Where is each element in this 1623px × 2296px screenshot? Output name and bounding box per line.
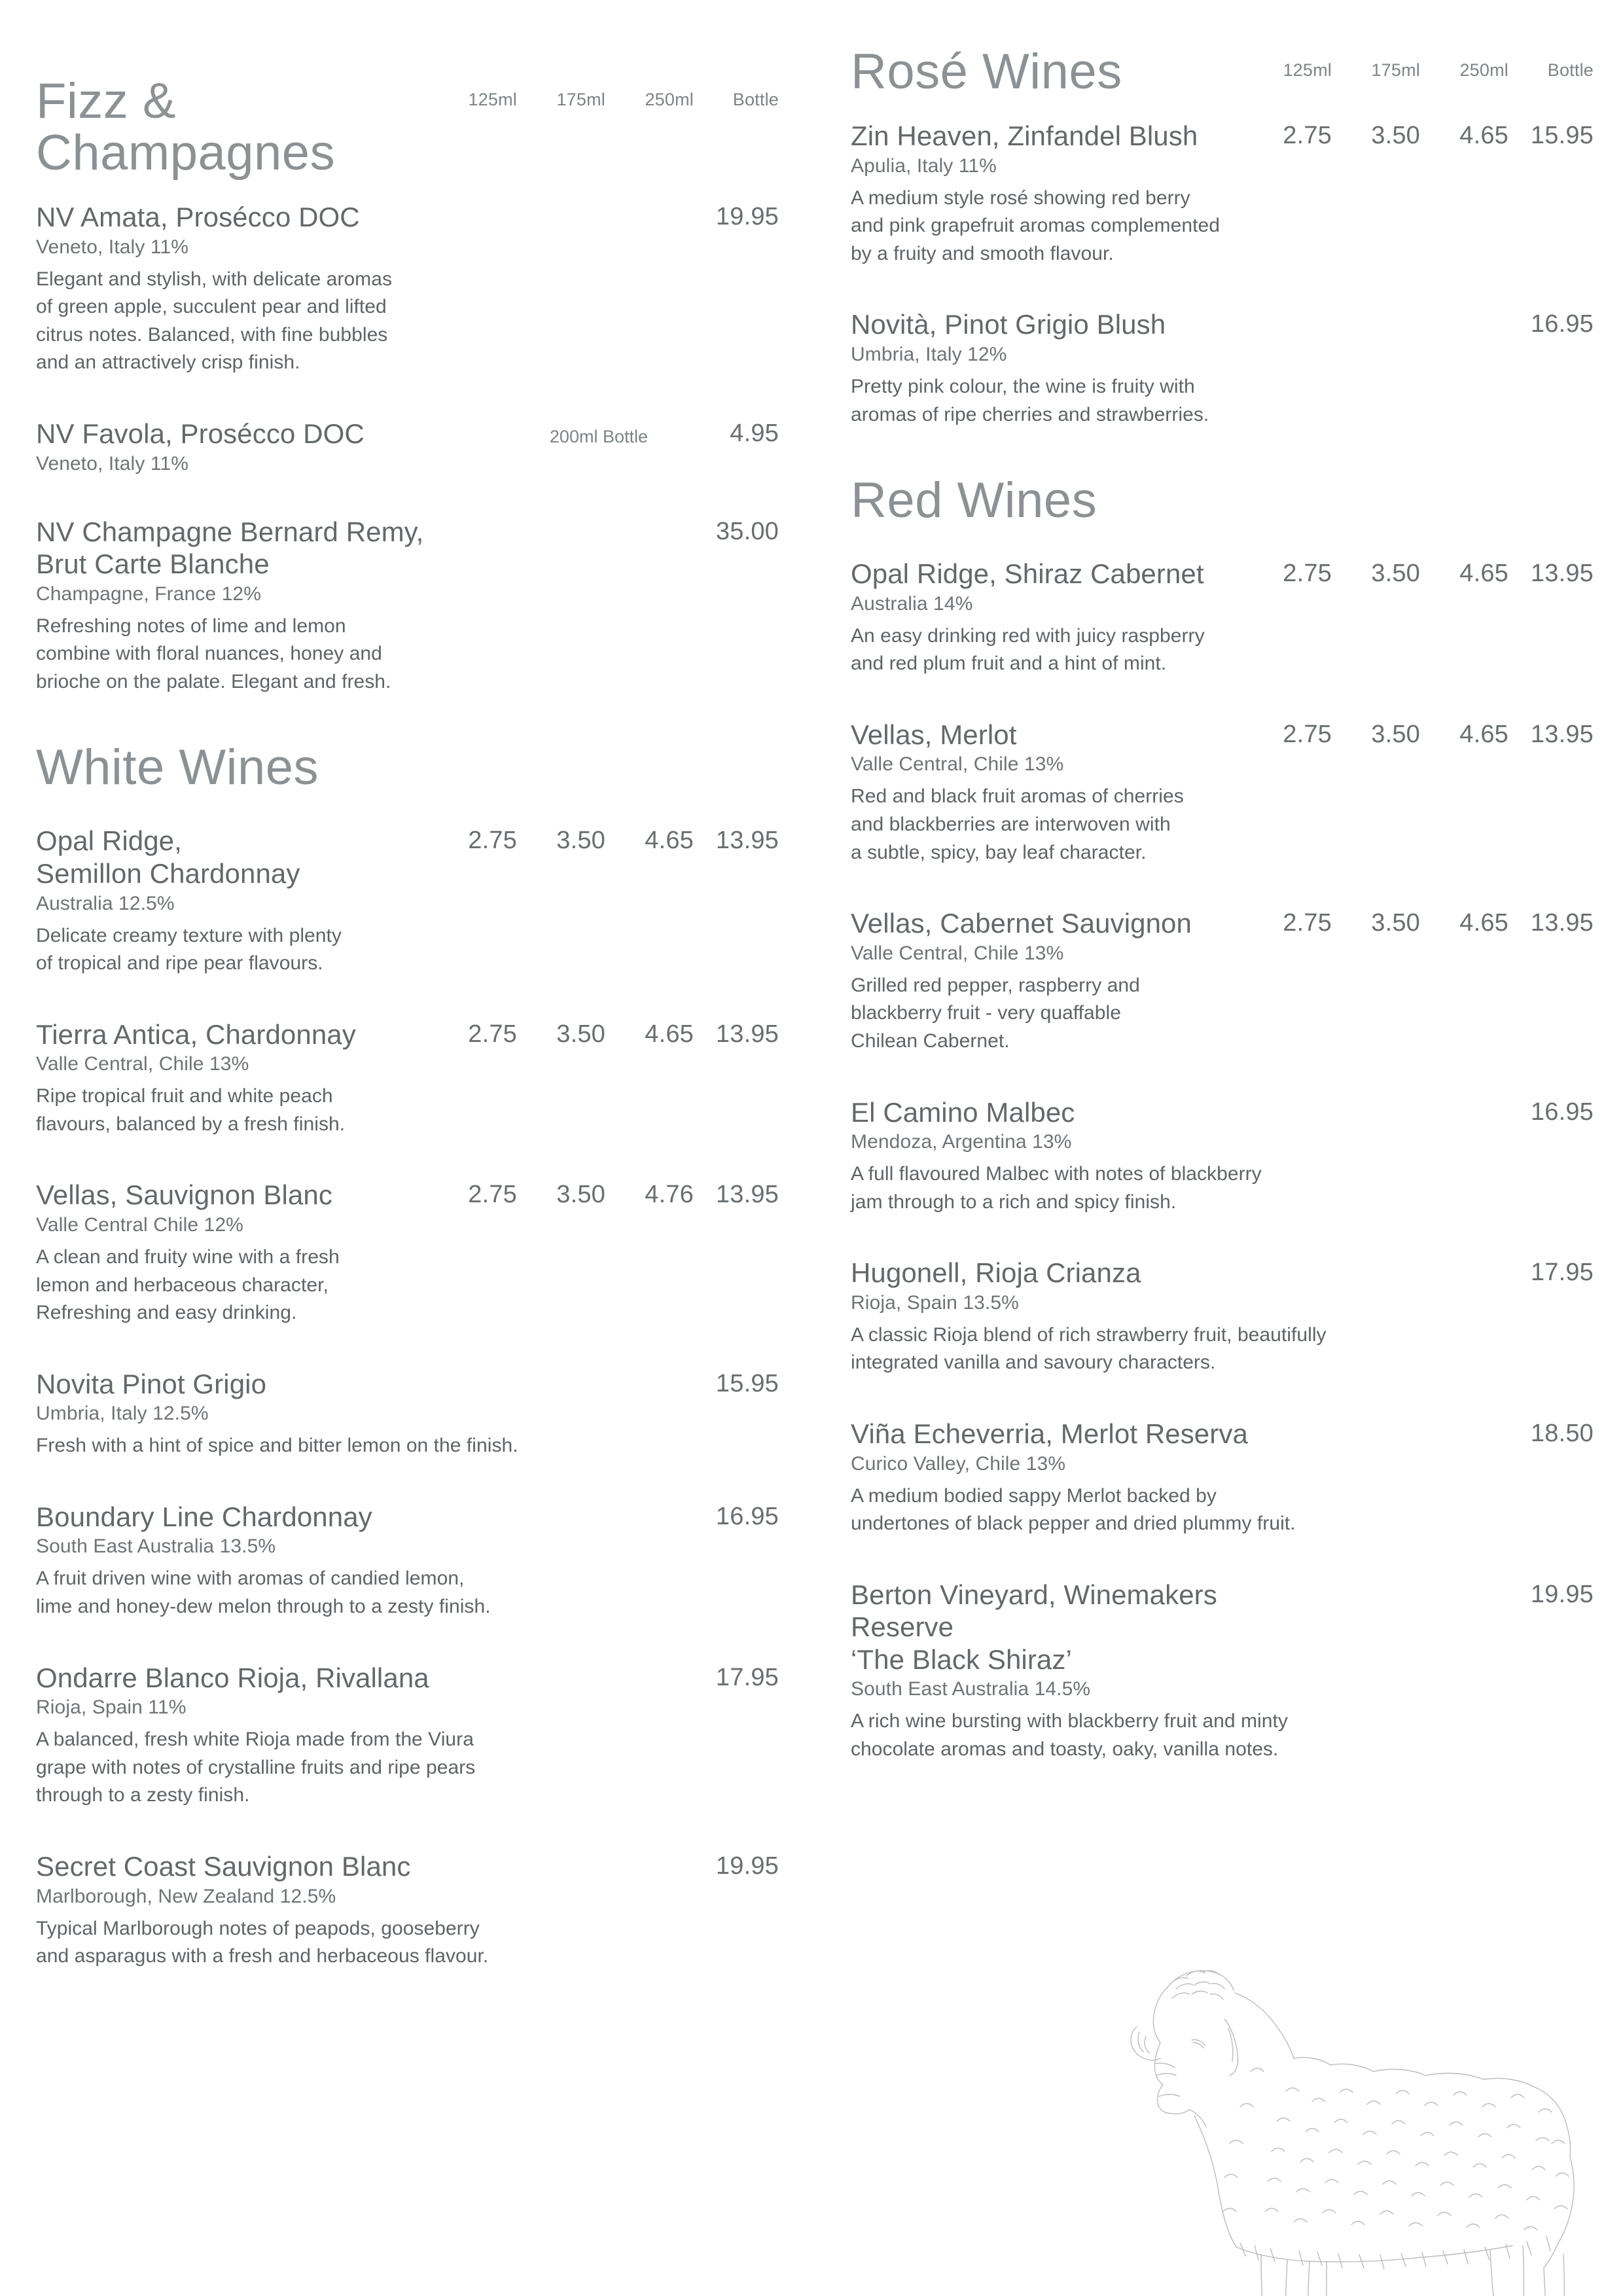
wine-item-header <box>36 1501 779 1534</box>
description-line: chocolate aromas and toasty, oaky, vanilla notes. <box>851 1738 1279 1760</box>
price-bottle: 13.95 <box>1530 720 1594 748</box>
description-line: blackberry fruit - very quaffable <box>851 1002 1121 1024</box>
price-group <box>694 201 779 231</box>
wine-region: Valle Central, Chile 13% <box>36 1053 249 1075</box>
price-250ml: 4.65 <box>1459 720 1508 748</box>
description-line: An easy drinking red with juicy raspberry <box>851 624 1205 647</box>
price-group <box>694 1850 779 1880</box>
price-group <box>412 1179 779 1209</box>
wine-item <box>851 558 1594 678</box>
price-bottle: 19.95 <box>715 203 779 231</box>
measure-header-row <box>1227 46 1594 81</box>
description-line: Fresh with a hint of spice and bitter lemon on the finish. <box>36 1435 518 1457</box>
price-group <box>1508 1257 1594 1287</box>
wine-region: Australia 12.5% <box>36 892 175 914</box>
wine-name: Opal Ridge, Shiraz Cabernet <box>851 558 1204 590</box>
wine-description <box>36 1915 779 1971</box>
price-175ml: 3.50 <box>1371 122 1420 150</box>
price-group <box>1227 719 1594 749</box>
wine-item <box>851 1257 1594 1377</box>
wine-item-header <box>36 516 779 581</box>
wine-item-header <box>851 907 1594 940</box>
price-175ml: 3.50 <box>556 1181 605 1209</box>
wine-description <box>36 922 779 978</box>
wine-item <box>36 825 779 977</box>
description-line: A clean and fruity wine with a fresh <box>36 1246 340 1268</box>
measure-header-bottle: Bottle <box>1547 60 1594 80</box>
price-175ml: 3.50 <box>556 1020 605 1048</box>
description-line: flavours, balanced by a fresh finish. <box>36 1113 346 1135</box>
wine-name: NV Amata, Prosécco DOC <box>36 202 360 233</box>
description-line: by a fruity and smooth flavour. <box>851 242 1114 264</box>
wine-item <box>36 1662 779 1810</box>
price-group <box>1227 120 1594 150</box>
description-line: lemon and herbaceous character, <box>36 1274 329 1296</box>
description-line: and an attractively crisp finish. <box>36 351 300 374</box>
wine-name: Opal Ridge, Semillon Chardonnay <box>36 825 300 889</box>
price-group <box>412 1018 779 1049</box>
wine-description <box>36 266 779 377</box>
price-group <box>1508 308 1594 338</box>
description-line: A fruit driven wine with aromas of candied lemon, <box>36 1568 465 1590</box>
wine-item-header <box>851 1257 1594 1289</box>
section-header <box>851 473 1594 529</box>
price-bottle: 17.95 <box>1530 1259 1594 1287</box>
measure-header-250ml: 250ml <box>645 90 694 109</box>
section-fizz-champagnes <box>36 75 779 696</box>
price-125ml: 2.75 <box>1283 909 1332 937</box>
wine-name: Berton Vineyard, Winemakers Reserve ‘The Black Shiraz’ <box>851 1579 1217 1675</box>
wine-name: Vellas, Cabernet Sauvignon <box>851 908 1192 939</box>
description-line: Delicate creamy texture with plenty <box>36 924 342 946</box>
price-bottle: 18.50 <box>1530 1419 1594 1447</box>
section-white-wines <box>36 742 779 1970</box>
price-175ml: 3.50 <box>1371 560 1420 588</box>
measure-header-175ml: 175ml <box>556 90 605 109</box>
description-line: a subtle, spicy, bay leaf character. <box>851 841 1147 863</box>
price-group <box>1508 1579 1594 1609</box>
description-line: A medium style rosé showing red berry <box>851 187 1190 209</box>
wine-item-header <box>851 308 1594 341</box>
price-bottle: 16.95 <box>715 1502 779 1530</box>
description-line: Ripe tropical fruit and white peach <box>36 1085 333 1107</box>
measure-header-125ml: 125ml <box>468 90 517 109</box>
price-group <box>694 1368 779 1398</box>
description-line: combine with floral nuances, honey and <box>36 643 382 665</box>
wine-item <box>36 516 779 696</box>
price-bottle: 13.95 <box>715 1020 779 1048</box>
description-line: A rich wine bursting with blackberry fruit and minty <box>851 1710 1288 1732</box>
wine-item <box>851 1096 1594 1217</box>
description-line: A full flavoured Malbec with notes of blackberry <box>851 1163 1262 1185</box>
description-line: of green apple, succulent pear and lifted <box>36 296 387 318</box>
wine-region: Valle Central, Chile 13% <box>851 753 1064 776</box>
wine-region: Rioja, Spain 13.5% <box>851 1291 1019 1314</box>
sheep-illustration <box>1090 1947 1620 2296</box>
wine-description <box>851 373 1594 429</box>
wine-item <box>36 1368 779 1460</box>
description-line: Grilled red pepper, raspberry and <box>851 974 1140 996</box>
price-group <box>412 825 779 855</box>
description-line: A classic Rioja blend of rich strawberry fruit, beautifully <box>851 1323 1327 1346</box>
wine-name: El Camino Malbec <box>851 1096 1075 1128</box>
wine-region: Apulia, Italy 11% <box>851 154 997 177</box>
left-column <box>36 0 779 1971</box>
wine-item-header <box>36 1179 779 1211</box>
price-bottle: 15.95 <box>715 1369 779 1397</box>
wine-description <box>36 1244 779 1327</box>
price-175ml: 3.50 <box>1371 909 1420 937</box>
price-125ml: 2.75 <box>468 1020 517 1048</box>
wine-item <box>36 1501 779 1621</box>
wine-item <box>36 1018 779 1139</box>
wine-item <box>36 1850 779 1971</box>
price-group <box>1508 1418 1594 1448</box>
wine-item <box>851 1418 1594 1538</box>
wine-description <box>36 1432 779 1460</box>
wine-description <box>36 613 779 696</box>
wine-item-header <box>851 1579 1594 1676</box>
wine-item <box>851 1579 1594 1764</box>
wine-description <box>851 1708 1594 1763</box>
section-title: Red Wines <box>851 473 1097 529</box>
price-bottle: 16.95 <box>1530 1098 1594 1126</box>
description-line: of tropical and ripe pear flavours. <box>36 952 323 975</box>
description-line: and blackberries are interwoven with <box>851 814 1171 835</box>
section-header <box>36 740 779 796</box>
description-line: jam through to a rich and spicy finish. <box>851 1191 1177 1213</box>
wine-description <box>851 622 1594 678</box>
wine-region: Champagne, France 12% <box>36 583 261 605</box>
description-line: and pink grapefruit aromas complemented <box>851 215 1220 237</box>
description-line: through to a zesty finish. <box>36 1784 250 1806</box>
wine-name: Hugonell, Rioja Crianza <box>851 1257 1141 1289</box>
description-line: aromas of ripe cherries and strawberries. <box>851 403 1209 425</box>
price-250ml: 4.65 <box>1459 909 1508 937</box>
wine-region: Marlborough, New Zealand 12.5% <box>36 1885 336 1907</box>
wine-region: Valle Central, Chile 13% <box>851 942 1064 964</box>
description-line: grape with notes of crystalline fruits and ripe pears <box>36 1756 476 1778</box>
wine-name: Novita Pinot Grigio <box>36 1368 267 1399</box>
price-bottle: 15.95 <box>1530 122 1594 150</box>
wine-description <box>851 783 1594 867</box>
price-bottle: 13.95 <box>715 827 779 855</box>
description-line: Chilean Cabernet. <box>851 1030 1010 1052</box>
wine-region: South East Australia 13.5% <box>36 1535 276 1558</box>
description-line: Typical Marlborough notes of peapods, gooseberry <box>36 1917 480 1939</box>
measure-header-125ml: 125ml <box>1283 60 1332 80</box>
wine-region: Veneto, Italy 11% <box>36 236 188 258</box>
wine-region: Rioja, Spain 11% <box>36 1696 187 1719</box>
measure-header-bottle: Bottle <box>732 90 779 109</box>
description-line: lime and honey-dew melon through to a zesty finish. <box>36 1596 491 1618</box>
price-250ml: 4.65 <box>645 827 694 855</box>
wine-name: NV Champagne Bernard Remy, Brut Carte Blanche <box>36 516 424 580</box>
section-header <box>851 46 1594 98</box>
price-bottle: 13.95 <box>1530 909 1594 937</box>
price-125ml: 2.75 <box>1283 720 1332 748</box>
wine-name: NV Favola, Prosécco DOC <box>36 418 365 449</box>
wine-name: Ondarre Blanco Rioja, Rivallana <box>36 1662 429 1693</box>
wine-item-header <box>36 418 779 450</box>
price-group <box>1227 558 1594 588</box>
section-rose-wines <box>851 46 1594 429</box>
wine-item-header <box>36 1018 779 1051</box>
wine-description <box>851 1160 1594 1216</box>
wine-item-header <box>851 719 1594 751</box>
wine-description <box>851 972 1594 1056</box>
price-250ml: 4.65 <box>1459 122 1508 150</box>
price-125ml: 2.75 <box>468 1181 517 1209</box>
right-column <box>851 0 1594 1764</box>
wine-name: Novità, Pinot Grigio Blush <box>851 309 1166 340</box>
wine-item <box>36 1179 779 1327</box>
description-line: integrated vanilla and savoury characters. <box>851 1352 1216 1374</box>
wine-item-header <box>36 1850 779 1883</box>
price-175ml: 3.50 <box>1371 720 1420 748</box>
wine-region: Mendoza, Argentina 13% <box>851 1131 1072 1153</box>
wine-name: Zin Heaven, Zinfandel Blush <box>851 120 1198 152</box>
price-bottle: 17.95 <box>715 1663 779 1691</box>
wine-item-header <box>851 558 1594 590</box>
wine-description <box>851 185 1594 268</box>
description-line: Pretty pink colour, the wine is fruity with <box>851 375 1195 397</box>
description-line: citrus notes. Balanced, with fine bubbles <box>36 323 388 346</box>
price-group <box>1227 907 1594 937</box>
section-title: Fizz & Champagnes <box>36 73 336 181</box>
measure-header-row <box>412 75 779 110</box>
price-125ml: 2.75 <box>1283 122 1332 150</box>
description-line: Refreshing notes of lime and lemon <box>36 615 346 637</box>
wine-region: Valle Central Chile 12% <box>36 1214 243 1236</box>
description-line: A medium bodied sappy Merlot backed by <box>851 1484 1217 1507</box>
price-250ml: 4.65 <box>645 1020 694 1048</box>
wine-description <box>36 1726 779 1810</box>
description-line: and asparagus with a fresh and herbaceous flavour. <box>36 1945 489 1967</box>
wine-description <box>36 1083 779 1138</box>
wine-description <box>36 1565 779 1621</box>
wine-name: Vellas, Sauvignon Blanc <box>36 1179 332 1211</box>
price-bottle: 13.95 <box>1530 560 1594 588</box>
wine-item <box>36 201 779 377</box>
measure-header-250ml: 250ml <box>1459 60 1508 80</box>
wine-region: Australia 14% <box>851 592 973 615</box>
price-group <box>1508 1096 1594 1126</box>
price-group <box>694 418 779 448</box>
price-bottle: 13.95 <box>715 1181 779 1209</box>
wine-item-header <box>36 1662 779 1695</box>
price-125ml: 2.75 <box>1283 560 1332 588</box>
price-bottle: 4.95 <box>730 419 779 447</box>
description-line: Red and black fruit aromas of cherries <box>851 785 1184 808</box>
wine-region: Veneto, Italy 11% <box>36 452 188 475</box>
price-250ml: 4.76 <box>645 1181 694 1209</box>
wine-item <box>851 120 1594 268</box>
wine-item-header <box>36 201 779 234</box>
section-title: Rosé Wines <box>851 44 1122 99</box>
wine-name: Tierra Antica, Chardonnay <box>36 1018 356 1050</box>
measure-header-175ml: 175ml <box>1371 60 1420 80</box>
section-title: White Wines <box>36 740 319 796</box>
price-bottle: 35.00 <box>715 517 779 545</box>
wine-region: Curico Valley, Chile 13% <box>851 1452 1066 1475</box>
wine-region: Umbria, Italy 12.5% <box>36 1403 209 1425</box>
wine-description <box>851 1482 1594 1538</box>
price-250ml: 4.65 <box>1459 560 1508 588</box>
wine-item-header <box>851 1096 1594 1129</box>
price-group <box>694 1662 779 1692</box>
description-line: Elegant and stylish, with delicate aromas <box>36 268 392 290</box>
wine-item-header <box>36 1368 779 1401</box>
wine-item-header <box>36 825 779 889</box>
wine-item <box>851 907 1594 1055</box>
wine-name: Vellas, Merlot <box>851 719 1017 750</box>
description-line: undertones of black pepper and dried plummy fruit. <box>851 1513 1296 1535</box>
description-line: Refreshing and easy drinking. <box>36 1302 297 1324</box>
wine-description <box>851 1321 1594 1377</box>
wine-region: South East Australia 14.5% <box>851 1678 1091 1700</box>
wine-item <box>851 308 1594 429</box>
price-group <box>694 516 779 546</box>
price-bottle: 19.95 <box>715 1852 779 1880</box>
wine-item-header <box>851 120 1594 152</box>
wine-name: Secret Coast Sauvignon Blanc <box>36 1850 411 1882</box>
wine-item <box>851 719 1594 867</box>
section-header <box>36 75 779 179</box>
price-175ml: 3.50 <box>556 827 605 855</box>
wine-item <box>36 418 779 475</box>
price-group <box>694 1501 779 1531</box>
serving-note: 200ml Bottle <box>549 426 648 446</box>
price-bottle: 19.95 <box>1530 1580 1594 1608</box>
wine-name: Boundary Line Chardonnay <box>36 1501 372 1532</box>
wine-item-header <box>851 1418 1594 1450</box>
price-bottle: 16.95 <box>1530 310 1594 338</box>
section-red-wines <box>851 475 1594 1763</box>
description-line: and red plum fruit and a hint of mint. <box>851 653 1167 675</box>
wine-name: Viña Echeverria, Merlot Reserva <box>851 1418 1248 1449</box>
description-line: brioche on the palate. Elegant and fresh. <box>36 670 391 692</box>
price-125ml: 2.75 <box>468 827 517 855</box>
description-line: A balanced, fresh white Rioja made from the Viura <box>36 1729 474 1751</box>
wine-region: Umbria, Italy 12% <box>851 343 1007 365</box>
